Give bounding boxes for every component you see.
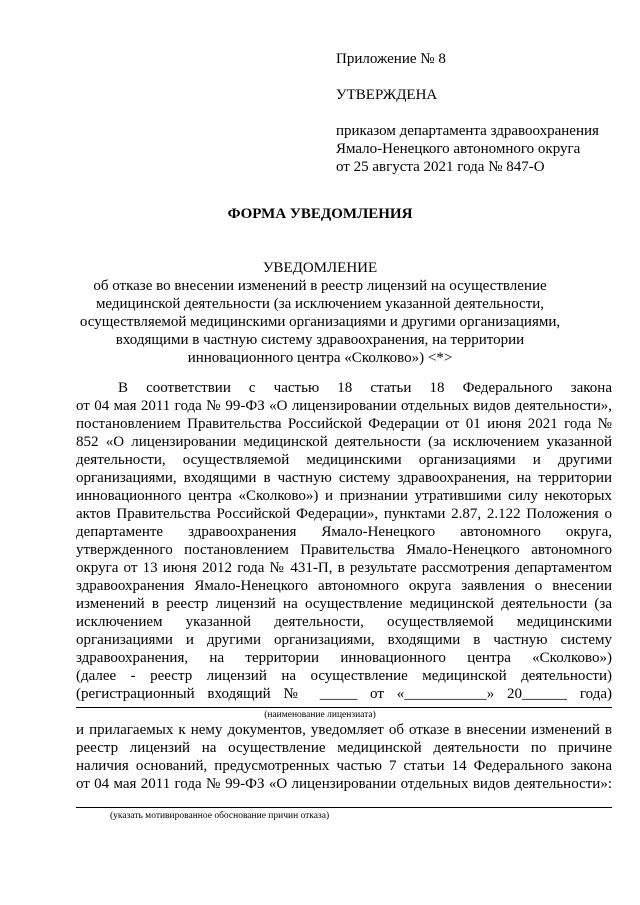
notice-subtitle-line: об отказе во внесении изменений в реестр лицензий на осуществление (93, 278, 547, 294)
body-paragraph-continued (76, 721, 612, 793)
body-line: организациями и другими организациями, входящими в частную систему (76, 632, 612, 648)
notice-subtitle-line: входящими в частную систему здравоохранения, на территории (115, 332, 525, 348)
licensee-name-line (76, 707, 612, 708)
body-line: (регистрационный входящий № _____ от «___________» 20______ года) (76, 686, 612, 702)
body-line: (далее - реестр лицензий на осуществление медицинской деятельности) (76, 668, 612, 684)
body-line: департаменте здравоохранения Ямало-Ненецкого автономного округа, (76, 524, 612, 540)
body-line: деятельности, осуществляемой медицинскими организациями и другими (76, 452, 612, 468)
body-line: утвержденного постановлением Правительства Ямало-Ненецкого автономного (76, 542, 612, 558)
body-line: от 04 мая 2011 года № 99-ФЗ «О лицензировании отдельных видов деятельности»: (76, 776, 612, 792)
body-line: организациями, входящими в частную систему здравоохранения, на территории (76, 470, 612, 486)
body-line: наличия оснований, предусмотренных частью 7 статьи 14 Федерального закона (76, 758, 612, 774)
body-line: В соответствии с частью 18 статьи 18 Федерального закона (118, 380, 612, 396)
body-line: и прилагаемых к нему документов, уведомляет об отказе в внесении изменений в (76, 722, 612, 738)
notice-heading (70, 259, 570, 367)
order-line: приказом департамента здравоохранения (336, 123, 599, 139)
body-line: 852 «О лицензировании медицинской деятельности (за исключением указанной (76, 434, 612, 450)
approved-stamp: УТВЕРЖДЕНА (336, 87, 438, 103)
licensee-caption: (наименование лицензиата) (264, 710, 376, 720)
notice-subtitle-line: инновационного центра «Сколково») <*> (187, 350, 453, 366)
refusal-reason-line (76, 807, 612, 808)
order-line: от 25 августа 2021 года № 847-О (336, 159, 545, 175)
body-line: реестр лицензий на осуществление медицинской деятельности по причине (76, 740, 612, 756)
body-line: изменений в реестр лицензий на осуществление медицинской деятельности (за (76, 596, 612, 612)
body-line: здравоохранения Ямало-Ненецкого автономного округа заявления о внесении (76, 578, 612, 594)
body-line: здравоохранения, на территории инновационного центра «Сколково») (76, 650, 612, 666)
body-line: инновационного центра «Сколково») и признании утратившими силу некоторых (76, 488, 612, 504)
notice-title: УВЕДОМЛЕНИЕ (262, 260, 378, 276)
notice-subtitle-line: медицинской деятельности (за исключением указанной деятельности, (95, 296, 545, 312)
body-line: исключением указанной деятельности, осуществляемой медицинскими (76, 614, 612, 630)
form-title: ФОРМА УВЕДОМЛЕНИЯ (227, 206, 413, 222)
refusal-reason-caption: (указать мотивированное обоснование причин отказа) (110, 811, 330, 821)
body-line: округа от 13 июня 2012 года № 431-П, в результате рассмотрения департаментом (76, 560, 612, 576)
appendix-number: Приложение № 8 (336, 51, 446, 67)
body-line: актов Правительства Российской Федерации», пунктами 2.87, 2.122 Положения о (76, 506, 612, 522)
body-paragraph (76, 379, 612, 703)
order-line: Ямало-Ненецкого автономного округа (336, 141, 581, 157)
body-line: постановлением Правительства Российской Федерации от 01 июня 2021 года № (76, 416, 612, 432)
body-line: от 04 мая 2011 года № 99-ФЗ «О лицензировании отдельных видов деятельности», (76, 398, 612, 414)
approval-block (336, 50, 626, 176)
notice-subtitle-line: осуществляемой медицинскими организациями и другими организациями, (79, 314, 561, 330)
